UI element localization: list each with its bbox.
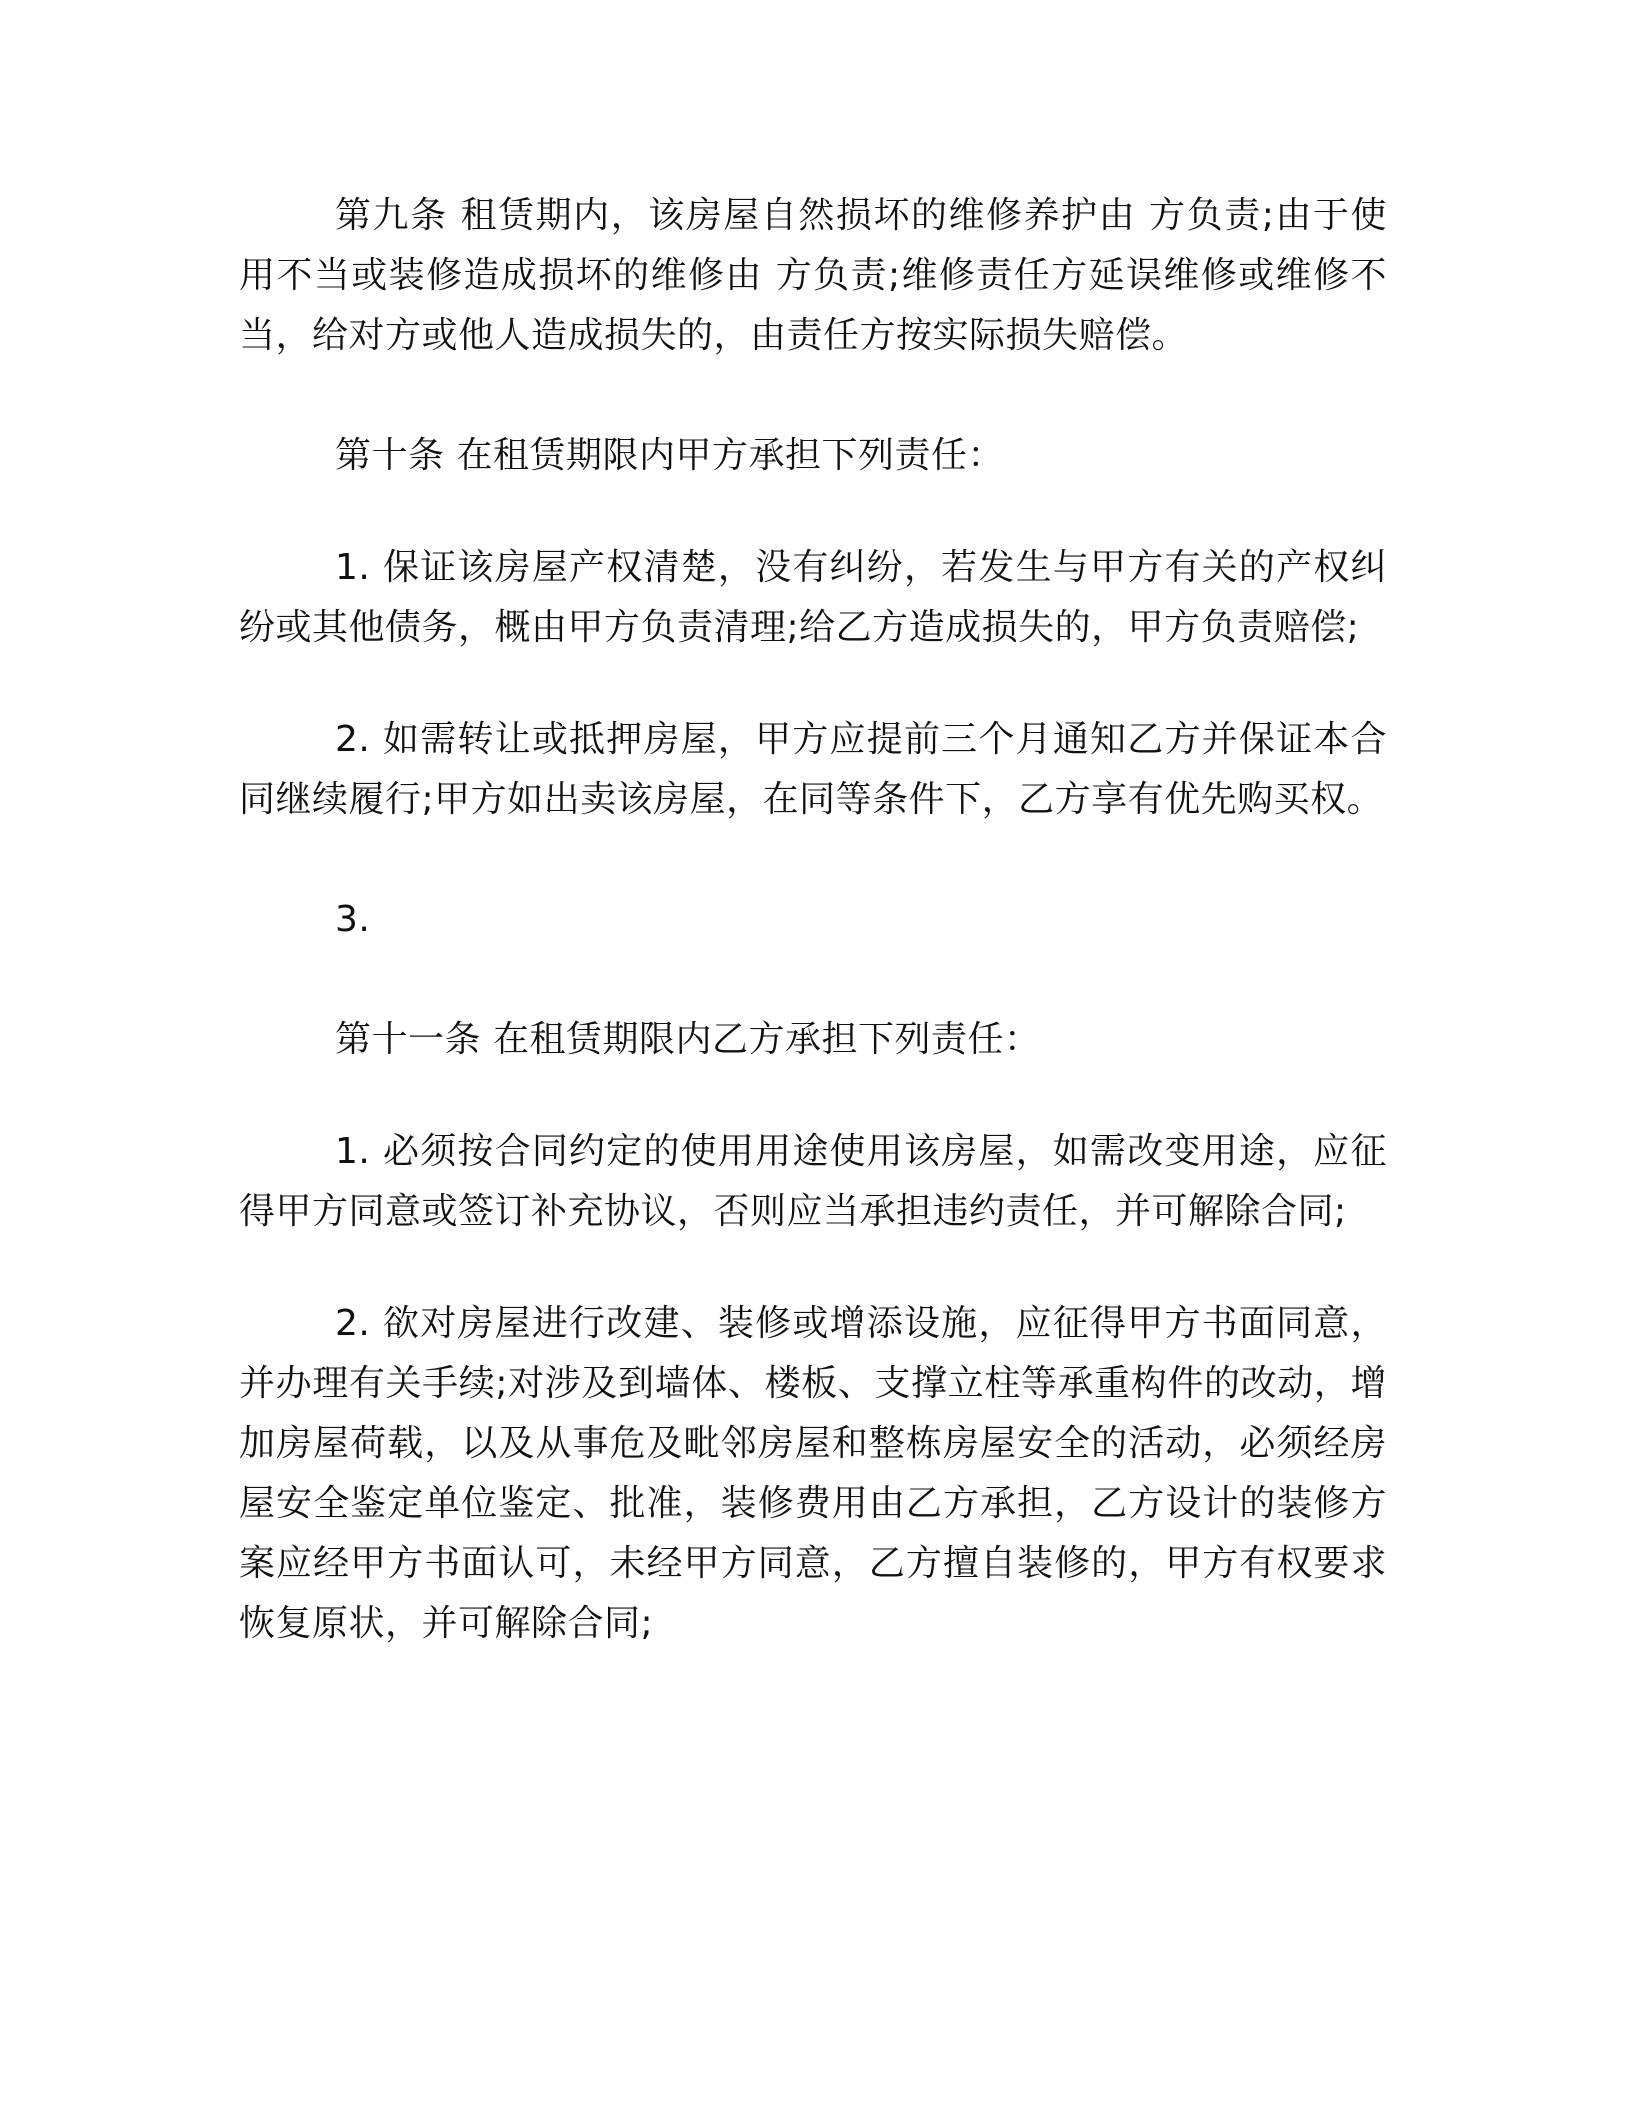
article-11-heading: 第十一条 在租赁期限内乙方承担下列责任： — [335, 1019, 1041, 1060]
article-11-item-2: 2. 欲对房屋进行改建、装修或增添设施，应征得甲方书面同意，并办理有关手续;对涉及到墙体、楼板、支撑立柱等承重构件的改动，增加房屋荷载，以及从事危及毗邻房屋和整栋房屋安全的活动，必须经房屋安全鉴定单位鉴定、批准，装修费用由乙方承担，乙方设计的装修方案应经甲方书面认可，未经甲方同意，乙方擅自装修的，甲方有权要求恢复原状，并可解除合同; — [239, 1303, 1387, 1644]
article-10-item-2: 2. 如需转让或抵押房屋，甲方应提前三个月通知乙方并保证本合同继续履行;甲方如出卖该房屋，在同等条件下，乙方享有优先购买权。 — [239, 719, 1387, 820]
article-10-item-3: 3. — [335, 899, 371, 940]
article-10-item-1: 1. 保证该房屋产权清楚，没有纠纷，若发生与甲方有关的产权纠纷或其他债务，概由甲方负责清理;给乙方造成损失的，甲方负责赔偿; — [239, 547, 1387, 648]
document-body — [239, 186, 1387, 1654]
article-9-paragraph: 第九条 租赁期内，该房屋自然损坏的维修养护由 方负责;由于使用不当或装修造成损坏的维修由 方负责;维修责任方延误维修或维修不当，给对方或他人造成损失的，由责任方按实际损失赔偿。 — [239, 195, 1387, 356]
article-11-item-1: 1. 必须按合同约定的使用用途使用该房屋，如需改变用途，应征得甲方同意或签订补充协议，否则应当承担违约责任，并可解除合同; — [239, 1131, 1387, 1232]
article-10-heading: 第十条 在租赁期限内甲方承担下列责任： — [335, 435, 1004, 476]
